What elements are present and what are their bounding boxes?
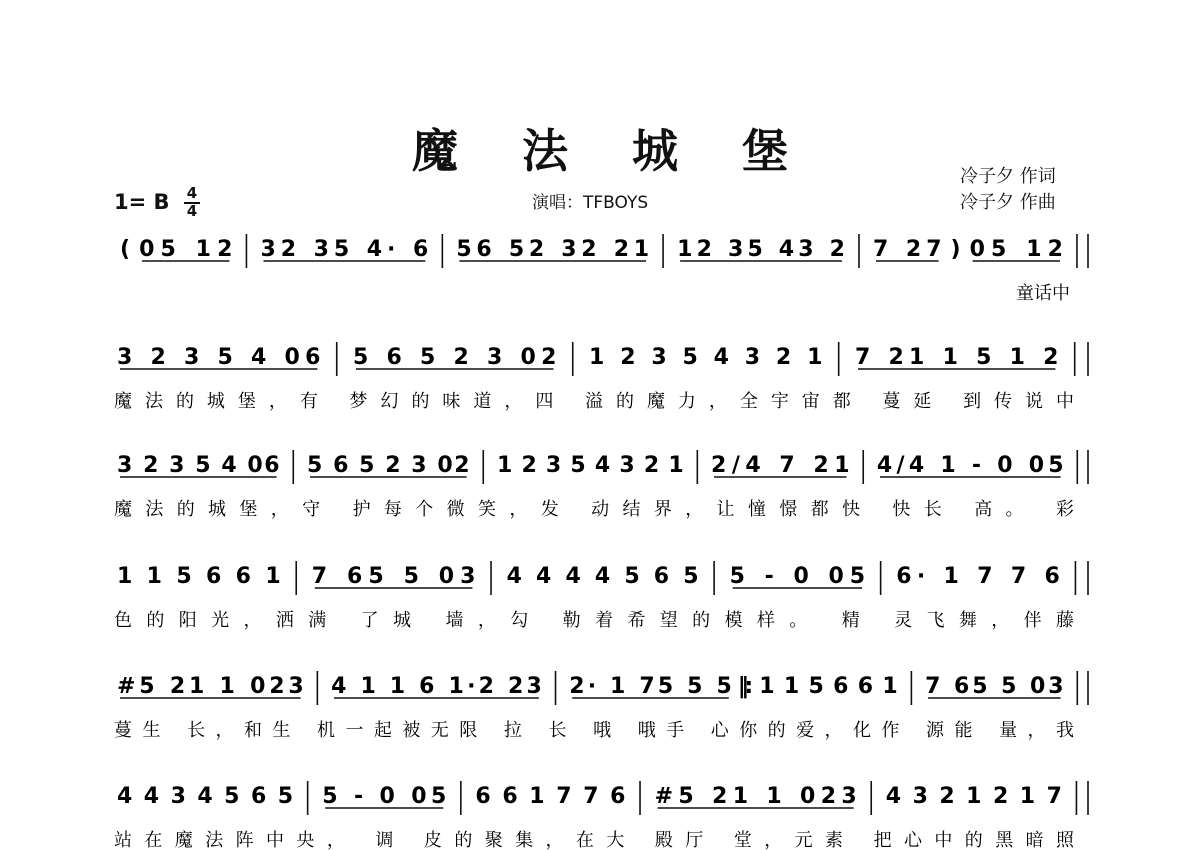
lyrics-line: 蔓生 长，和生 机一起被无限 拉 长 哦 哦手 心你的爱，化作 源能 量，我 xyxy=(114,720,1075,741)
notation-segment: 5 - 0 05 xyxy=(729,564,866,589)
notation-segment: 4 4 4 4 5 6 5 xyxy=(506,564,699,589)
notation-segment: ) xyxy=(950,237,961,262)
song-title: 魔 法 城 堡 xyxy=(411,124,813,178)
notation-segment: 5 - 0 05 xyxy=(322,784,447,809)
notation-segment: #5 21 1 023 xyxy=(117,674,304,699)
notation-segment: ( xyxy=(120,237,131,262)
notation-segment: 2· 1 75 5 5 xyxy=(569,674,732,699)
lyricist-credit: 冷子夕 作词 xyxy=(960,166,1056,187)
notation-segment: 4 1 1 6 1·2 23 xyxy=(331,674,542,699)
notation-segment: 4 4 3 4 5 6 5 xyxy=(117,784,294,809)
notation-segment: 4 3 2 1 2 1 7 xyxy=(885,784,1062,809)
notation-segment: 56 52 32 21 xyxy=(456,237,650,262)
notation-segment: 6· 1 7 7 6 xyxy=(896,564,1060,589)
singer-credit: 演唱：TFBOYS xyxy=(532,193,649,213)
staff-line-3 xyxy=(114,450,1088,520)
notation-segment: 1 1 5 6 6 1 xyxy=(759,674,898,699)
notation-segment: 2/4 7 21 xyxy=(711,453,850,478)
notation-segment: 05 12 xyxy=(969,237,1063,262)
notation-segment: 7 27 xyxy=(873,237,942,262)
staff-line-2 xyxy=(114,342,1088,412)
notation-segment: 32 35 4· 6 xyxy=(260,237,429,262)
lyrics-line: 色的阳光，洒满 了城 墙，勾 勒着希望的模样。 精 灵飞舞，伴藤 xyxy=(114,610,1074,631)
notation-segment: 5 6 5 2 3 02 xyxy=(306,453,470,478)
lyrics-line: 魔法的城堡，守 护每个微笑，发 动结界，让憧憬都快 快长 高。 彩 xyxy=(114,499,1074,520)
lyrics-line: 站在魔法阵中央， 调 皮的聚集，在大 殿厅 堂，元素 把心中的黑暗照 xyxy=(114,830,1074,850)
staff-line-4 xyxy=(114,561,1088,631)
notation-segment: 3 2 3 5 4 06 xyxy=(117,345,321,370)
notation-segment: #5 21 1 023 xyxy=(654,784,857,809)
notation-segment: 1 2 3 5 4 3 2 1 xyxy=(496,453,684,478)
staff-line-6 xyxy=(114,781,1088,850)
notation-segment: 12 35 43 2 xyxy=(677,237,845,262)
notation-segment: 6 6 1 7 7 6 xyxy=(475,784,626,809)
notation-segment: 1 1 5 6 6 1 xyxy=(117,564,281,589)
notation-segment: 05 12 xyxy=(139,237,233,262)
notation-segment: 3 2 3 5 4 06 xyxy=(117,453,280,478)
notation-segment: 7 21 1 5 1 2 xyxy=(854,345,1059,370)
notation-segment: 5 6 5 2 3 02 xyxy=(353,345,557,370)
composer-credit: 冷子夕 作曲 xyxy=(960,192,1056,213)
time-signature-bottom: 4 xyxy=(184,202,200,219)
key-signature: 1= B xyxy=(114,190,170,214)
staff-line-5 xyxy=(114,671,1088,741)
time-signature-top: 4 xyxy=(186,184,198,202)
lyrics-line: 童话中 xyxy=(1016,283,1070,304)
notation-segment: 7 65 5 03 xyxy=(311,564,476,589)
staff-line-1 xyxy=(120,234,1088,304)
lyrics-line: 魔法的城堡，有 梦幻的味道，四 溢的魔力，全宇宙都 蔓延 到传说中 xyxy=(114,391,1074,412)
notation-segment: 1 2 3 5 4 3 2 1 xyxy=(589,345,823,370)
notation-segment: ‖: xyxy=(737,674,754,699)
notation-segment: 4/4 1 - 0 05 xyxy=(876,453,1064,478)
notation-segment: 7 65 5 03 xyxy=(925,674,1064,699)
